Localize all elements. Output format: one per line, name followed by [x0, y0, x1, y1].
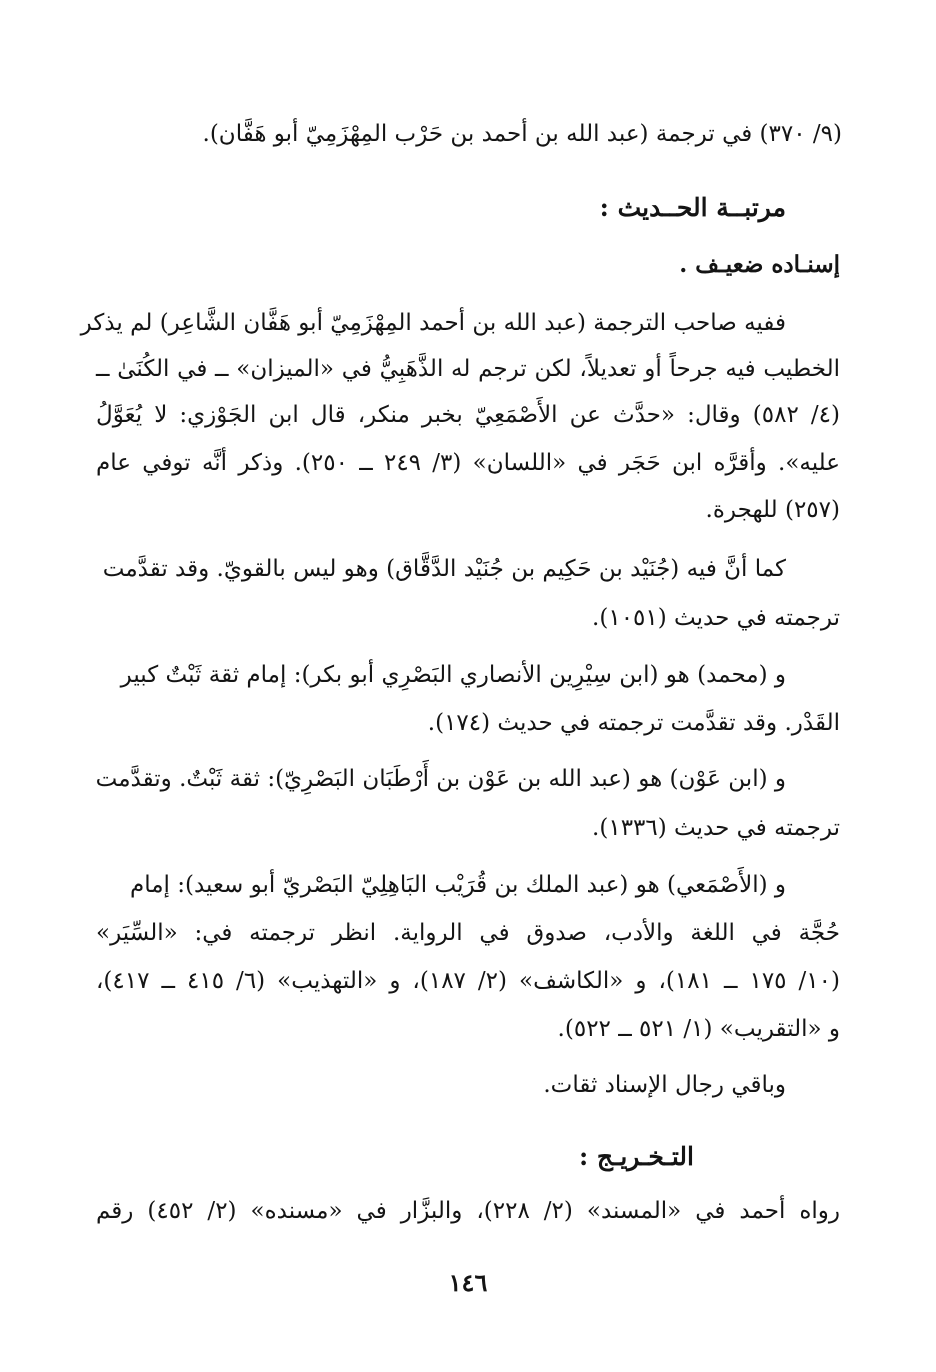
- paragraph-line: ترجمته في حديث (١٠٥١).: [592, 605, 840, 631]
- rank-heading: مرتبــة الحــديث :: [599, 193, 786, 222]
- paragraph-line: ترجمته في حديث (١٣٣٦).: [592, 815, 840, 841]
- rank-verdict: إسنـاده ضعيـف .: [679, 251, 840, 278]
- paragraph-line: (٤/ ٥٨٢) وقال: «حدَّث عن الأَصْمَعِيّ بخبر منكر، قال ابن الجَوْزي: لا يُعَوَّلُ: [96, 402, 840, 428]
- paragraph-line: الخطيب فيه جرحاً أو تعديلاً، لكن ترجم له الذَّهَبِيُّ في «الميزان» ــ في الكُنَىٰ ــ: [96, 356, 840, 382]
- takhrij-heading: التـخـريـج :: [578, 1142, 694, 1171]
- paragraph-line: و «التقريب» (١/ ٥٢١ ــ ٥٢٢).: [557, 1016, 840, 1042]
- paragraph-line: و (الأَصْمَعي) هو (عبد الملك بن قُرَيْب البَاهِلِيّ البَصْريّ أبو سعيد): إمام: [129, 872, 786, 898]
- page-number: ١٤٦: [448, 1268, 488, 1297]
- top-reference-line: (٩/ ٣٧٠) في ترجمة (عبد الله بن أحمد بن حَرْب المِهْزَمِيّ أبو هَفَّان).: [202, 121, 842, 147]
- paragraph-line: (٢٥٧) للهجرة.: [705, 497, 840, 523]
- paragraph-line: و (ابن عَوْن) هو (عبد الله بن عَوْن بن أَرْطَبَان البَصْرِيّ): ثقة ثَبْتٌ. وتقدَّمت: [95, 766, 786, 792]
- paragraph-line: كما أنَّ فيه (جُنَيْد بن حَكِيم بن جُنَيْد الدَّقَّاق) وهو ليس بالقويّ. وقد تقدَّمت: [102, 556, 786, 582]
- paragraph-line: القَدْر. وقد تقدَّمت ترجمته في حديث (١٧٤).: [427, 710, 840, 736]
- paragraph-line: ففيه صاحب الترجمة (عبد الله بن أحمد المِهْزَمِيّ أبو هَفَّان الشَّاعِر) لم يذكر: [80, 310, 786, 336]
- paragraph-line: (١٠/ ١٧٥ ــ ١٨١)، و «الكاشف» (٢/ ١٨٧)، و «التهذيب» (٦/ ٤١٥ ــ ٤١٧)،: [96, 968, 840, 994]
- paragraph-line: عليه». وأقرَّه ابن حَجَر في «اللسان» (٣/ ٢٤٩ ــ ٢٥٠). وذكر أنَّه توفي عام: [96, 450, 840, 476]
- paragraph-line: و (محمد) هو (ابن سِيْرِين الأنصاري البَصْرِي أبو بكر): إمام ثقة ثَبْتٌ كبير: [120, 662, 786, 688]
- takhrij-first-line: رواه أحمد في «المسند» (٢/ ٢٢٨)، والبزَّار في «مسنده» (٢/ ٤٥٢) رقم: [96, 1198, 841, 1224]
- paragraph-line: وباقي رجال الإسناد ثقات.: [543, 1072, 786, 1098]
- paragraph-line: حُجَّة في اللغة والأدب، صدوق في الرواية. انظر ترجمته في: «السِّيَر»: [96, 920, 840, 946]
